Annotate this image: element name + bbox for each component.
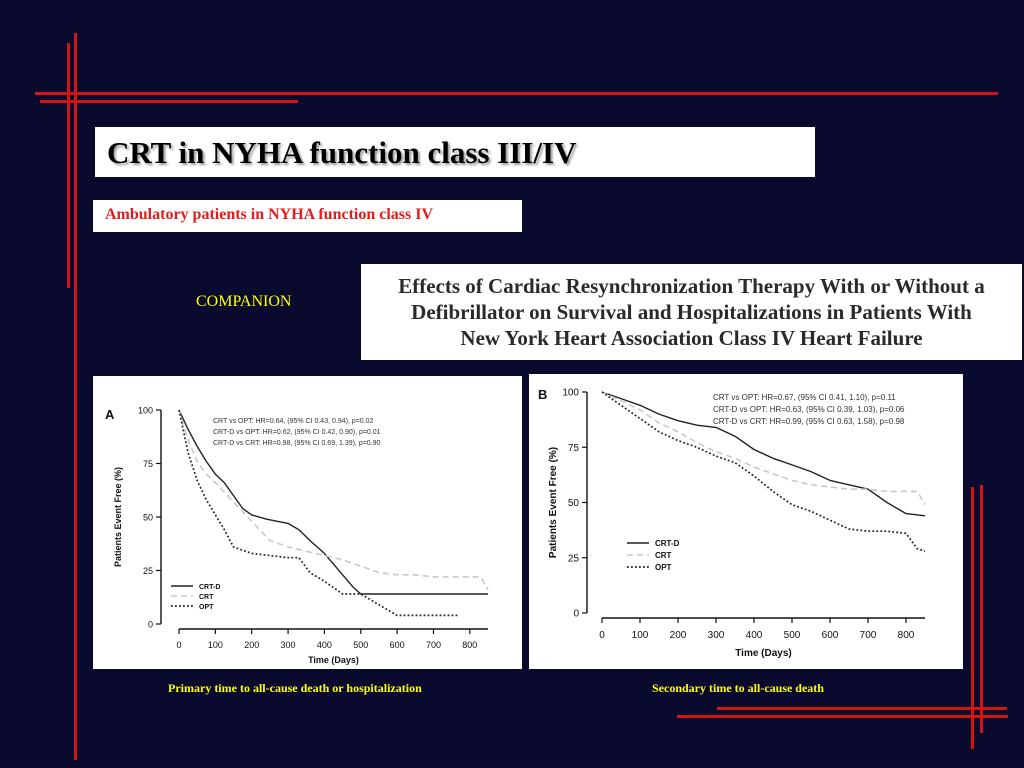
x-tick-label: 600: [389, 640, 405, 650]
y-tick-label: 50: [142, 512, 153, 523]
series-line-crt-d: [179, 410, 488, 594]
red-line-right-vertical-inner: [980, 485, 983, 733]
y-tick-label: 50: [567, 498, 579, 509]
series-line-opt: [602, 392, 925, 551]
red-line-top-horizontal-short: [40, 100, 298, 103]
y-axis-label: Patients Event Free (%): [113, 466, 123, 568]
hazard-ratio-annotation: CRT-D vs OPT: HR=0.63, (95% CI 0.39, 1.03), p=0.06: [713, 405, 905, 414]
paper-title: [361, 273, 1022, 351]
red-line-left-vertical-inner: [67, 43, 70, 288]
red-line-right-vertical-outer: [971, 487, 974, 749]
y-tick-label: 25: [142, 566, 153, 576]
hazard-ratio-annotation: CRT-D vs OPT: HR=0.62, (95% CI 0.42, 0.90), p=0.01: [213, 429, 381, 436]
x-tick-label: 600: [821, 630, 839, 641]
legend-label-opt: OPT: [199, 604, 214, 611]
paper-title-box: [361, 264, 1022, 360]
panel-letter: A: [105, 407, 115, 422]
legend-label-crt-d: CRT-D: [199, 584, 221, 591]
chart-a-panel: [93, 376, 522, 669]
x-tick-label: 100: [631, 630, 649, 641]
chart-b-panel: [529, 374, 963, 669]
slide-subtitle: Ambulatory patients in NYHA function class IV: [105, 206, 434, 223]
slide-title: CRT in NYHA function class III/IV: [107, 135, 577, 170]
x-tick-label: 800: [897, 630, 915, 641]
legend-label-crt-d: CRT-D: [655, 539, 680, 548]
x-tick-label: 300: [280, 640, 296, 650]
y-tick-label: 0: [573, 608, 579, 620]
x-tick-label: 100: [207, 640, 223, 650]
paper-title-line-3: New York Heart Association Class IV Heart Failure: [460, 326, 923, 350]
x-tick-label: 400: [745, 630, 763, 641]
y-axis-label: Patients Event Free (%): [548, 446, 559, 559]
hazard-ratio-annotation: CRT vs OPT: HR=0.64, (95% CI 0.43, 0.94), p=0.02: [213, 418, 374, 425]
panel-letter: B: [538, 387, 548, 402]
legend-label-opt: OPT: [655, 563, 672, 572]
red-line-bottom-horizontal-short: [677, 715, 1008, 718]
x-axis-label: Time (Days): [308, 655, 359, 665]
title-box: [95, 127, 815, 177]
red-line-bottom-horizontal: [717, 707, 1007, 710]
trial-label: COMPANION: [196, 293, 292, 310]
x-tick-label: 0: [176, 640, 182, 650]
caption-chart-a: Primary time to all-cause death or hospitalization: [168, 681, 422, 695]
x-tick-label: 400: [316, 640, 332, 650]
x-tick-label: 0: [599, 630, 605, 641]
hazard-ratio-annotation: CRT-D vs CRT: HR=0.98, (95% CI 0.69, 1.39), p=0.90: [213, 440, 381, 447]
x-tick-label: 700: [425, 640, 441, 650]
legend-label-crt: CRT: [655, 551, 672, 560]
series-line-crt: [179, 410, 488, 590]
red-line-top-horizontal: [35, 92, 998, 95]
paper-title-line-2: Defibrillator on Survival and Hospitalizations in Patients With: [411, 300, 972, 324]
paper-title-line-1: Effects of Cardiac Resynchronization Therapy With or Without a: [398, 274, 985, 298]
subtitle-box: [93, 200, 522, 232]
hazard-ratio-annotation: CRT-D vs CRT: HR=0.99, (95% CI 0.63, 1.58), p=0.98: [713, 417, 905, 426]
y-tick-label: 25: [567, 553, 579, 565]
y-tick-label: 100: [562, 387, 579, 399]
x-tick-label: 700: [859, 630, 877, 641]
red-line-left-vertical-outer: [74, 33, 77, 760]
y-tick-label: 75: [567, 442, 579, 454]
hazard-ratio-annotation: CRT vs OPT: HR=0.67, (95% CI 0.41, 1.10), p=0.11: [713, 393, 896, 402]
caption-chart-b: Secondary time to all-cause death: [652, 681, 824, 695]
x-tick-label: 500: [783, 630, 801, 641]
x-tick-label: 300: [707, 630, 725, 641]
legend-label-crt: CRT: [199, 594, 214, 601]
x-tick-label: 200: [244, 640, 260, 650]
y-tick-label: 100: [137, 405, 153, 416]
y-tick-label: 0: [147, 619, 153, 630]
y-tick-label: 75: [142, 459, 153, 469]
x-tick-label: 200: [669, 630, 687, 641]
x-axis-label: Time (Days): [735, 648, 792, 659]
x-tick-label: 500: [353, 640, 369, 650]
chart-a-svg: [93, 376, 522, 669]
x-tick-label: 800: [462, 640, 478, 650]
chart-b-svg: [529, 374, 963, 669]
